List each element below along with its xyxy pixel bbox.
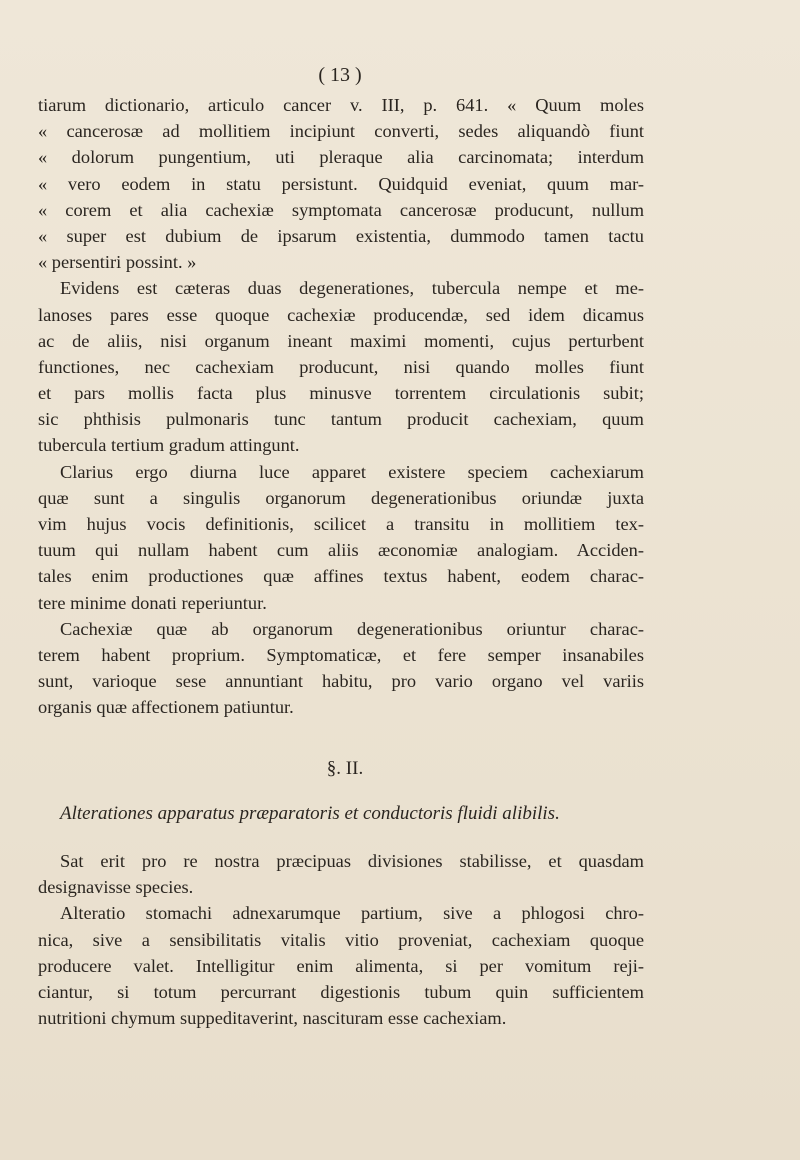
text-line: lanoses pares esse quoque cachexiæ producendæ, sed idem dicamus xyxy=(38,304,644,325)
paragraph xyxy=(38,616,644,721)
text-line: et pars mollis facta plus minusve torrentem circulationis subit; xyxy=(38,383,644,404)
text-line: producere valet. Intelligitur enim alimenta, si per vomitum reji- xyxy=(38,955,644,976)
text-line: « persentiri possint. » xyxy=(38,252,197,273)
text-line: « super est dubium de ipsarum existentia, dummodo tamen tactu xyxy=(38,225,644,246)
section-number: §. II. xyxy=(326,758,364,779)
text-line: Cachexiæ quæ ab organorum degenerationibus oriuntur charac- xyxy=(60,618,644,639)
text-line: « cancerosæ ad mollitiem incipiunt converti, sedes aliquandò fiunt xyxy=(38,121,644,142)
text-line: nutritioni chymum suppeditaverint, nascituram esse cachexiam. xyxy=(38,1008,507,1029)
paragraph xyxy=(38,92,644,275)
text-line: terem habent proprium. Symptomaticæ, et fere semper insanabiles xyxy=(38,644,644,665)
text-line: Alteratio stomachi adnexarumque partium, sive a phlogosi chro- xyxy=(60,903,644,924)
body-text-top xyxy=(38,92,644,721)
text-line: quæ sunt a singulis organorum degenerationibus oriundæ juxta xyxy=(38,487,644,508)
text-line: ac de aliis, nisi organum ineant maximi momenti, cujus perturbent xyxy=(38,330,644,351)
text-line: Clarius ergo diurna luce apparet existere speciem cachexiarum xyxy=(60,461,644,482)
text-line: sic phthisis pulmonaris tunc tantum producit cachexiam, quum xyxy=(38,409,644,430)
text-line: ciantur, si totum percurrant digestionis tubum quin sufficientem xyxy=(38,981,644,1002)
page-number: ( 13 ) xyxy=(318,64,362,86)
text-line: Evidens est cæteras duas degenerationes, tubercula nempe et me- xyxy=(60,278,644,299)
paragraph xyxy=(38,900,644,1031)
paragraph xyxy=(38,848,644,900)
text-line: Sat erit pro re nostra præcipuas divisiones stabilisse, et quasdam xyxy=(60,851,644,871)
text-line: designavisse species. xyxy=(38,877,194,898)
text-line: tere minime donati reperiuntur. xyxy=(38,592,267,613)
text-line: « vero eodem in statu persistunt. Quidquid eveniat, quum mar- xyxy=(38,173,644,194)
text-line: « dolorum pungentium, uti pleraque alia carcinomata; interdum xyxy=(38,147,644,168)
text-line: sunt, varioque sese annuntiant habitu, pro vario organo vel variis xyxy=(38,671,644,692)
text-line: tubercula tertium gradum attingunt. xyxy=(38,435,300,456)
section-title: Alterationes apparatus præparatoris et conductoris fluidi alibilis. xyxy=(60,803,560,824)
text-line: organis quæ affectionem patiuntur. xyxy=(38,697,294,718)
text-line: nica, sive a sensibilitatis vitalis vitio proveniat, cachexiam quoque xyxy=(38,929,644,950)
text-line: tuum qui nullam habent cum aliis æconomiæ analogiam. Acciden- xyxy=(38,540,644,561)
paragraph xyxy=(38,459,644,616)
text-line: vim hujus vocis definitionis, scilicet a transitu in mollitiem tex- xyxy=(38,514,644,534)
text-line: « corem et alia cachexiæ symptomata cancerosæ producunt, nullum xyxy=(38,199,644,220)
text-line: functiones, nec cachexiam producunt, nisi quando molles fiunt xyxy=(38,356,644,377)
text-line: tiarum dictionario, articulo cancer v. III, p. 641. « Quum moles xyxy=(38,95,644,115)
text-line: tales enim productiones quæ affines textus habent, eodem charac- xyxy=(38,566,644,587)
body-text-bottom xyxy=(38,848,644,1031)
paragraph xyxy=(38,275,644,458)
